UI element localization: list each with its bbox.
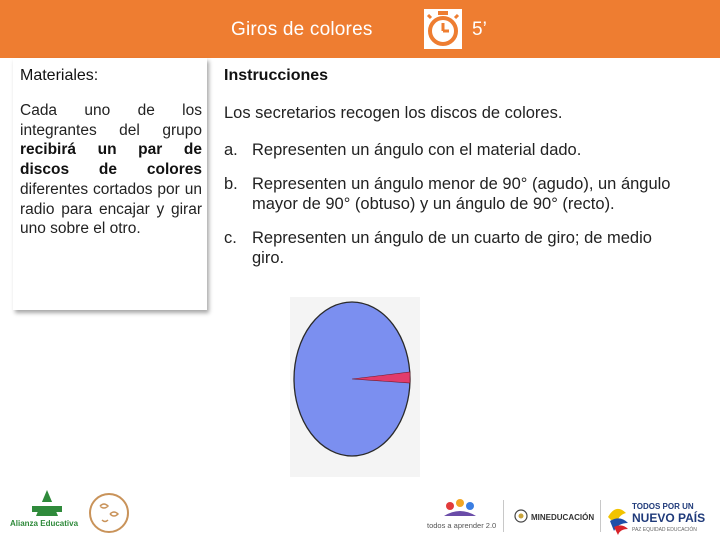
list-item-label: b. xyxy=(224,174,238,193)
list-item-text: Representen un ángulo menor de 90° (agudo), un ángulo mayor de 90° (obtuso) y un ángulo de 90° (recto). xyxy=(252,174,671,213)
footer-divider xyxy=(503,500,504,532)
pais-line2: NUEVO PAÍS xyxy=(632,511,706,525)
materials-text xyxy=(20,101,202,239)
footer-divider xyxy=(600,500,601,532)
alarm-clock-icon xyxy=(424,9,462,49)
instructions-intro: Los secretarios recogen los discos de colores. xyxy=(224,104,563,122)
materials-text-part-2: diferentes cortados por un radio para encajar y girar uno sobre el otro. xyxy=(20,180,202,238)
materials-text-part-1: Cada uno de los integrantes del grupo xyxy=(20,102,202,139)
page-title: Giros de colores xyxy=(231,19,373,40)
alianza-logo-text: Alianza Educativa xyxy=(10,519,79,528)
instructions-heading: Instrucciones xyxy=(224,67,329,84)
list-item-text: Representen un ángulo con el material dado. xyxy=(252,141,582,159)
list-item-label: c. xyxy=(224,228,237,247)
materials-text-bold: recibirá un par de discos de colores xyxy=(20,141,202,179)
ancestral-circle-logo xyxy=(88,492,130,534)
mineducacion-logo xyxy=(513,505,595,527)
alianza-educativa-logo xyxy=(10,488,85,536)
list-item xyxy=(224,228,674,269)
todos-logo-text: todos a aprender 2.0 xyxy=(427,521,496,530)
pais-line1: TODOS POR UN xyxy=(632,502,694,511)
nuevo-pais-logo xyxy=(606,497,716,537)
mineducacion-text: MINEDUCACIÓN xyxy=(531,513,595,522)
list-item-text: Representen un ángulo de un cuarto de giro; de medio giro. xyxy=(252,228,652,267)
pais-line3: PAZ EQUIDAD EDUCACIÓN xyxy=(632,527,697,533)
time-label: 5’ xyxy=(472,19,487,40)
list-item xyxy=(224,174,674,215)
list-item xyxy=(224,140,674,161)
list-item-label: a. xyxy=(224,141,238,159)
header-bar xyxy=(0,0,720,58)
instructions-list xyxy=(224,140,674,282)
todos-a-aprender-logo xyxy=(426,494,496,534)
color-disc-image xyxy=(290,297,420,477)
materials-heading: Materiales: xyxy=(20,67,99,84)
materials-panel xyxy=(13,58,207,310)
